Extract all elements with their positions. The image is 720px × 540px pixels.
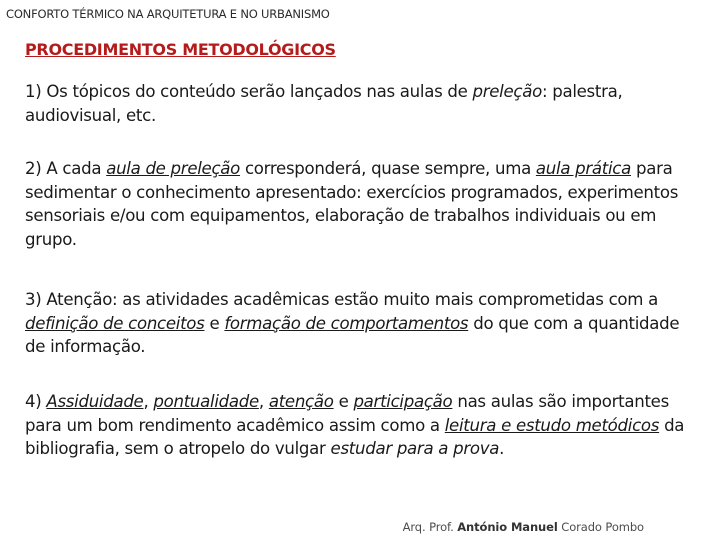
p3-text-a: 3) Atenção: as atividades acadêmicas estão muito mais comprometidas com a — [25, 290, 658, 309]
p4-term-leitura: leitura e estudo metódicos — [444, 415, 660, 435]
p2-text-e: para sedimentar o conhecimento apresentado: exercícios programados, experimentos sensoriais e/ou com equipamentos, elaboração de trabalhos individuais ou em grupo. — [25, 159, 679, 249]
p2-text-c: corresponderá, quase sempre, uma — [240, 159, 536, 178]
slide-header: CONFORTO TÉRMICO NA ARQUITETURA E NO URBANISMO — [6, 7, 330, 21]
p4-term-atencao: atenção — [268, 392, 334, 411]
p4-text-a: 4) — [25, 392, 47, 411]
p4-text-e: , — [258, 392, 269, 411]
p4-term-assiduidade: Assiduidade — [46, 392, 144, 411]
p4-term-estudar: estudar para a prova — [330, 439, 500, 458]
p3-text-c: e — [204, 313, 225, 333]
p4-text-i: nas aulas são importantes para um bom rendimento acadêmico assim como a — [25, 392, 669, 435]
p4-text-k: da bibliografia, sem o atropelo do vulgar — [25, 415, 685, 458]
p4-text-m: . — [499, 439, 505, 458]
p1-term-prelecao: preleção — [472, 82, 542, 101]
p2-term-aula-prelecao: aula de preleção — [106, 159, 240, 178]
p1-text-a: 1) Os tópicos do conteúdo serão lançados nas aulas de — [25, 82, 473, 101]
paragraph-3 — [25, 288, 693, 359]
p1-text-c: : palestra, audiovisual, etc. — [25, 82, 623, 125]
author-suffix: Corado Pombo — [557, 520, 644, 534]
p4-text-g: e — [333, 392, 354, 411]
p3-term-definicao: definição de conceitos — [25, 313, 205, 333]
p4-term-participacao: participação — [353, 392, 453, 411]
paragraph-1 — [25, 80, 693, 127]
p3-text-e: do que com a quantidade de informação. — [25, 313, 680, 356]
p2-term-aula-pratica: aula prática — [535, 159, 631, 178]
p3-term-formacao: formação de comportamentos — [224, 313, 469, 333]
p4-text-c: , — [143, 392, 154, 411]
slide-title: PROCEDIMENTOS METODOLÓGICOS — [25, 40, 336, 59]
p4-term-pontualidade: pontualidade — [153, 392, 259, 411]
author-credit — [403, 520, 644, 534]
paragraph-4 — [25, 390, 693, 461]
author-name-bold: António Manuel — [457, 520, 558, 534]
author-prefix: Arq. Prof. — [402, 520, 458, 534]
p2-text-a: 2) A cada — [25, 159, 107, 178]
paragraph-2 — [25, 157, 693, 251]
